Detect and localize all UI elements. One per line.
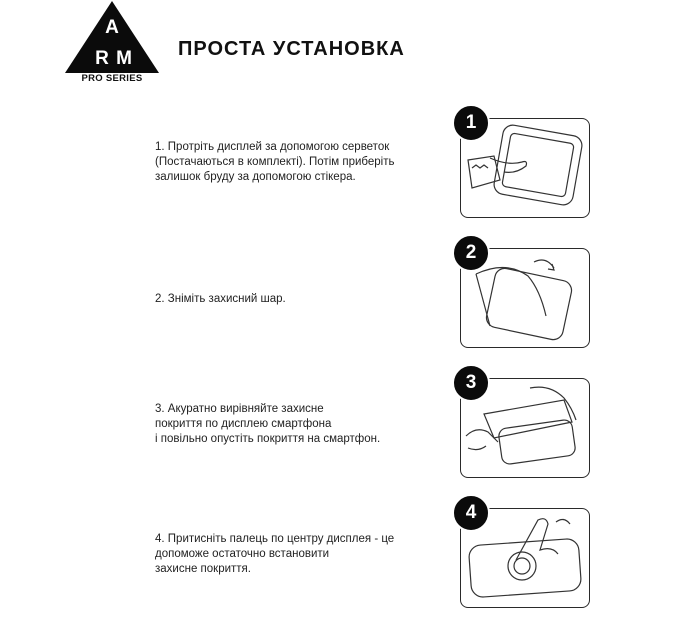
step-3-illustration <box>460 372 590 478</box>
step-3-line: покриття по дисплею смартфона <box>155 418 332 430</box>
logo-letter-r: R <box>95 48 109 69</box>
step-4-illustration <box>460 502 590 608</box>
step-1-line: залишок бруду за допомогою стікера. <box>155 171 356 183</box>
step-1-line: (Постачаються в комплекті). Потім приберіть <box>155 156 395 168</box>
step-4-line: допоможе остаточно встановити <box>155 548 330 560</box>
step-3-badge: 3 <box>452 364 490 402</box>
step-1-badge: 1 <box>452 104 490 142</box>
step-2-badge: 2 <box>452 234 490 272</box>
page-title: ПРОСТА УСТАНОВКА <box>178 38 405 60</box>
step-2-text <box>155 292 445 307</box>
step-4-badge: 4 <box>452 494 490 532</box>
step-3-line: і повільно опустіть покриття на смартфон. <box>155 433 381 445</box>
step-4-text <box>155 532 445 577</box>
step-2-line: 2. Зніміть захисний шар. <box>155 293 286 305</box>
step-3-line: 3. Акуратно вирівняйте захисне <box>155 403 324 415</box>
step-3-text <box>155 402 445 447</box>
arm-triangle-logo-icon <box>62 0 162 75</box>
step-2-illustration <box>460 242 590 348</box>
logo-letter-a: A <box>105 17 119 38</box>
logo-letter-m: M <box>116 48 132 69</box>
step-1-line: 1. Протріть дисплей за допомогою серветок <box>155 141 390 153</box>
step-4-line: захисне покриття. <box>155 563 251 575</box>
step-1-illustration <box>460 112 590 218</box>
logo-subtitle: PRO SERIES <box>81 73 143 84</box>
step-1-text <box>155 140 445 185</box>
step-4-line: 4. Притисніть палець по центру дисплея - це <box>155 533 395 545</box>
arm-logo <box>62 0 162 95</box>
